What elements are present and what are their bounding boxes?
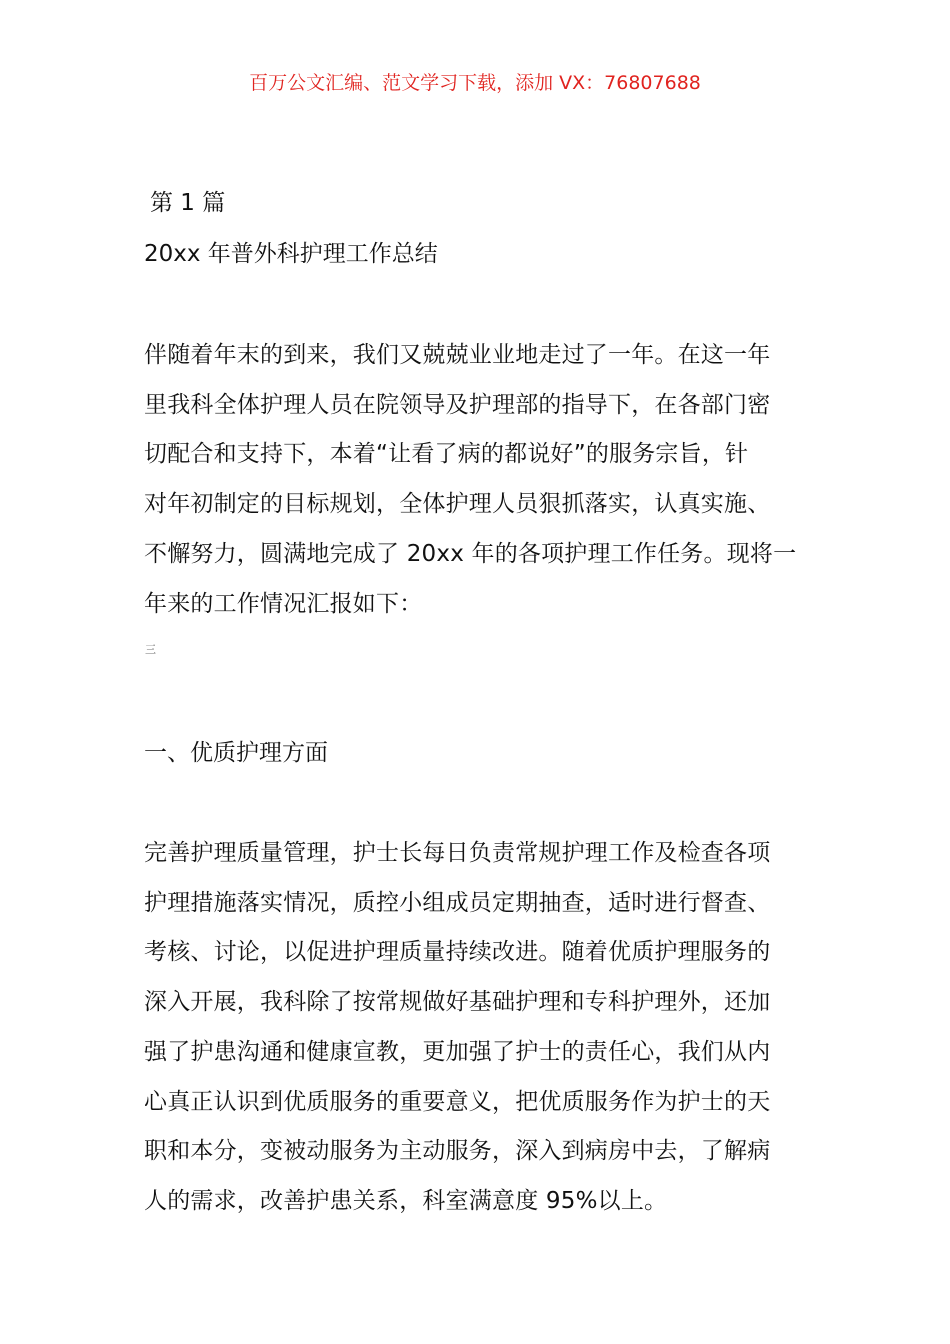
paragraph-line: 强了护患沟通和健康宣教，更加强了护士的责任心，我们从内 bbox=[144, 1039, 771, 1065]
paragraph-line: 深入开展，我科除了按常规做好基础护理和专科护理外，还加 bbox=[144, 989, 771, 1015]
chapter-label: 第 1 篇 bbox=[150, 190, 226, 216]
paragraph-line: 年来的工作情况汇报如下： bbox=[144, 591, 423, 617]
paragraph-line: 心真正认识到优质服务的重要意义，把优质服务作为护士的天 bbox=[144, 1089, 771, 1115]
paragraph-line: 考核、讨论，以促进护理质量持续改进。随着优质护理服务的 bbox=[144, 939, 771, 965]
list-mark: 三 bbox=[145, 643, 156, 656]
paragraph-line: 伴随着年末的到来，我们又兢兢业业地走过了一年。在这一年 bbox=[144, 342, 771, 368]
paragraph-line: 里我科全体护理人员在院领导及护理部的指导下，在各部门密 bbox=[144, 392, 771, 418]
section-heading: 一、优质护理方面 bbox=[144, 740, 328, 766]
paragraph-line: 切配合和支持下，本着“让看了病的都说好”的服务宗旨，针 bbox=[144, 441, 749, 467]
paragraph-line: 对年初制定的目标规划，全体护理人员狠抓落实，认真实施、 bbox=[144, 491, 771, 517]
paragraph-line: 不懈努力，圆满地完成了 20xx 年的各项护理工作任务。现将一 bbox=[144, 541, 797, 567]
document-title: 20xx 年普外科护理工作总结 bbox=[144, 241, 438, 267]
paragraph-line: 护理措施落实情况，质控小组成员定期抽查，适时进行督查、 bbox=[144, 890, 771, 916]
header-watermark-text: 百万公文汇编、范文学习下载，添加 VX：76807688 bbox=[249, 72, 701, 94]
paragraph-line: 职和本分，变被动服务为主动服务，深入到病房中去，了解病 bbox=[144, 1138, 771, 1164]
paragraph-line: 人的需求，改善护患关系，科室满意度 95%以上。 bbox=[144, 1188, 668, 1214]
paragraph-line: 完善护理质量管理，护士长每日负责常规护理工作及检查各项 bbox=[144, 840, 771, 866]
